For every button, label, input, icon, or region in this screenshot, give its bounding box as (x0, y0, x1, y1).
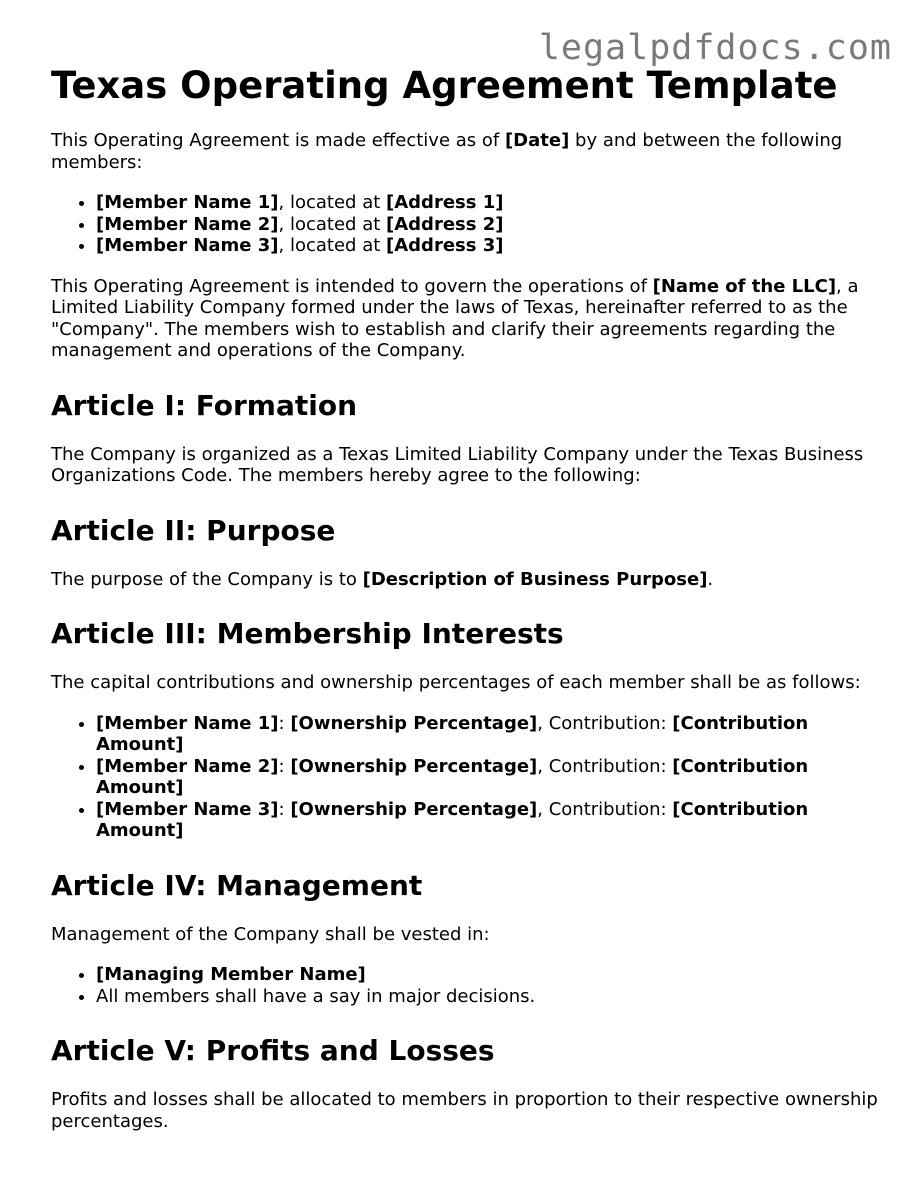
list-item (96, 214, 881, 236)
article-3-text: The capital contributions and ownership percentages of each member shall be as follows: (51, 672, 861, 693)
intro-text-end: by and between the following members: (51, 130, 843, 173)
ownership-list (51, 713, 881, 842)
govern-paragraph (51, 276, 881, 362)
ownership-placeholder: [Ownership Percentage] (290, 755, 538, 777)
llc-name-placeholder: [Name of the LLC] (652, 275, 837, 297)
list-item (96, 713, 881, 756)
list-item (96, 964, 881, 986)
date-placeholder: [Date] (504, 130, 570, 151)
separator: : (278, 712, 291, 734)
govern-text: This Operating Agreement is intended to govern the operations of (51, 275, 653, 297)
member-address: [Address 1] (386, 192, 504, 213)
contribution-label: , Contribution: (537, 712, 673, 734)
located-at-text: , located at (278, 213, 387, 235)
article-1-heading: Article I: Formation (51, 388, 358, 422)
ownership-placeholder: [Ownership Percentage] (290, 798, 538, 820)
contribution-label: , Contribution: (537, 798, 673, 820)
member-name: [Member Name 1] (96, 712, 279, 734)
separator: : (278, 755, 291, 777)
ownership-placeholder: [Ownership Percentage] (290, 712, 538, 734)
management-list (51, 964, 881, 1007)
member-name: [Member Name 3] (96, 235, 279, 256)
article-4-heading: Article IV: Management (51, 868, 423, 902)
page-title: Texas Operating Agreement Template (51, 64, 838, 107)
list-item (96, 235, 881, 257)
article-5-heading: Article V: Profits and Losses (51, 1034, 495, 1067)
document-body (51, 62, 881, 1132)
member-name: [Member Name 3] (96, 798, 279, 820)
member-name: [Member Name 1] (96, 192, 279, 213)
purpose-period: . (707, 568, 714, 590)
contribution-placeholder: [Contribution Amount] (96, 755, 809, 798)
member-address: [Address 3] (386, 235, 504, 256)
list-item (96, 192, 881, 214)
watermark: legalpdfdocs.com (538, 28, 892, 68)
list-item: • All members shall have a say in major decisions. (96, 986, 881, 1008)
separator: : (278, 798, 291, 820)
list-item (96, 756, 881, 799)
article-2-text (51, 569, 881, 591)
members-list (51, 192, 881, 257)
contribution-label: , Contribution: (537, 755, 673, 777)
intro-paragraph (51, 130, 881, 173)
article-3-heading: Article III: Membership Interests (51, 617, 564, 650)
purpose-placeholder: [Description of Business Purpose] (362, 568, 708, 590)
located-at-text: , located at (278, 192, 387, 213)
govern-text-end: , a Limited Liability Company formed under the laws of Texas, hereinafter referred to as the "Company". The members wish to establish and clarify their agreements regarding the management and operations of the Company. (51, 275, 859, 361)
contribution-placeholder: [Contribution Amount] (96, 712, 809, 755)
purpose-text: The purpose of the Company is to (51, 568, 363, 590)
managing-member-placeholder: [Managing Member Name] (96, 964, 366, 985)
member-address: [Address 2] (386, 213, 504, 235)
member-name: [Member Name 2] (96, 755, 279, 777)
article-5-text: Profits and losses shall be allocated to members in proportion to their respective ownership percentages. (51, 1089, 878, 1132)
intro-text: This Operating Agreement is made effective as of (51, 130, 505, 151)
article-1-text: The Company is organized as a Texas Limited Liability Company under the Texas Business Organizations Code. The members hereby agree to the following: (51, 443, 864, 486)
article-4-text: Management of the Company shall be vested in: (51, 923, 490, 945)
contribution-placeholder: [Contribution Amount] (96, 798, 809, 841)
list-item (96, 799, 881, 842)
member-name: [Member Name 2] (96, 213, 279, 235)
located-at-text: , located at (278, 235, 387, 256)
article-2-heading: Article II: Purpose (51, 513, 336, 547)
